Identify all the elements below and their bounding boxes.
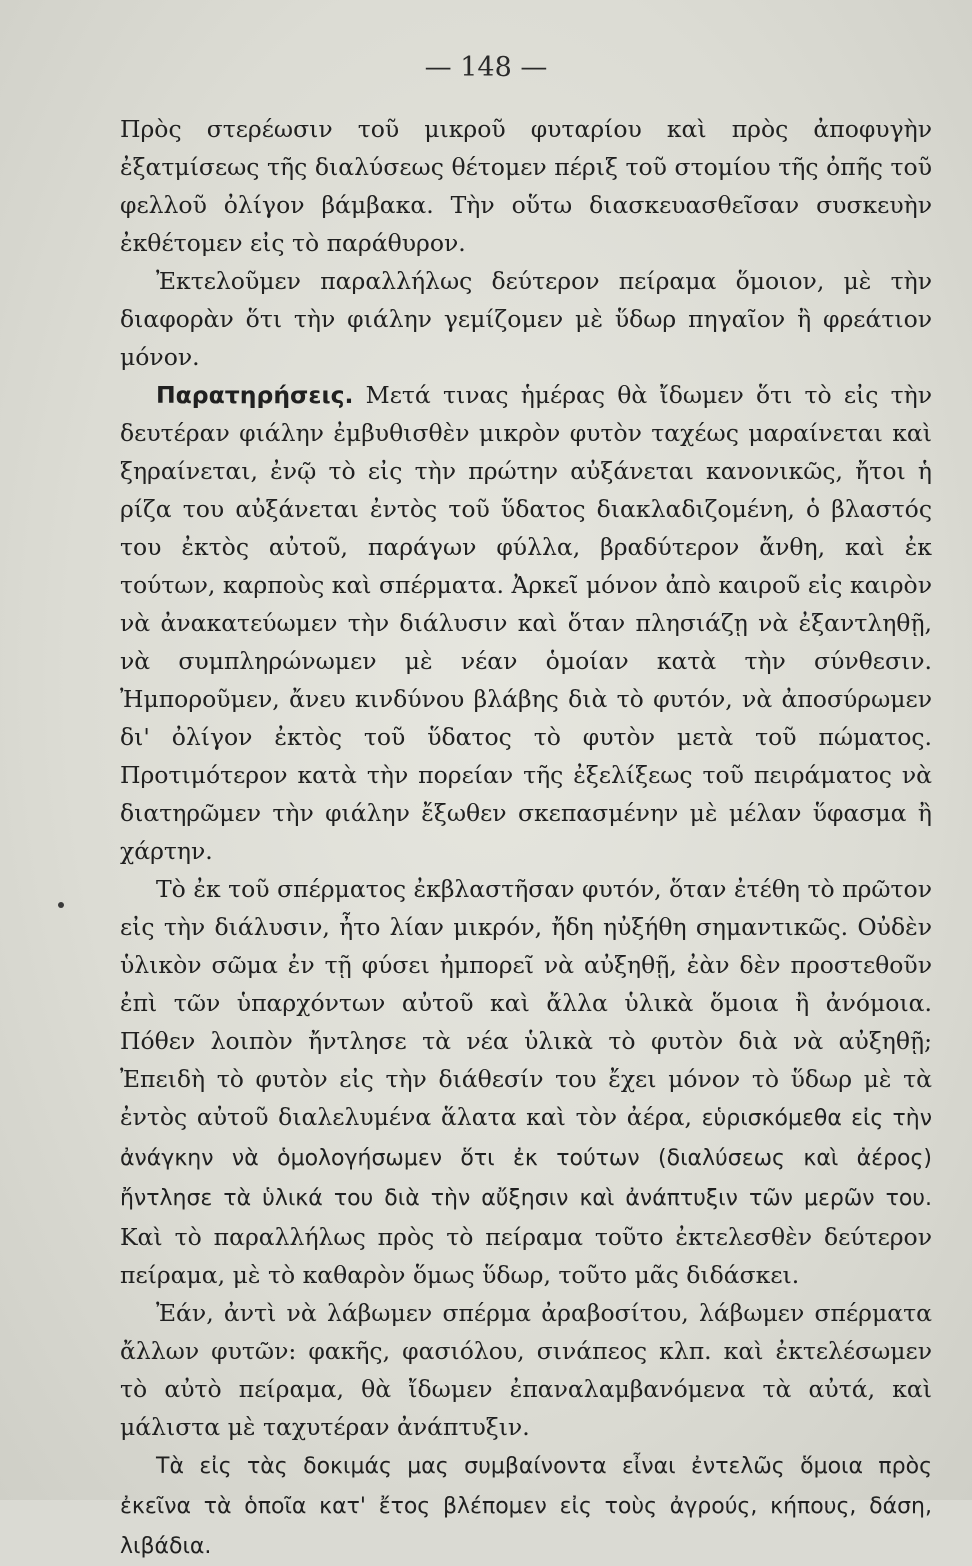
margin-ink-dot: [58, 902, 64, 908]
paragraph-4: [120, 870, 932, 1294]
paragraph-2: [120, 262, 932, 376]
paragraph-1-text: Πρὸς στερέωσιν τοῦ μικροῦ φυταρίου καὶ πρὸς ἀποφυγὴν ἐξατμίσεως τῆς διαλύσεως θέτομεν πέριξ τοῦ στομίου τῆς ὀπῆς τοῦ φελλοῦ ὀλίγον βάμβακα. Τὴν οὕτω διασκευασθεῖσαν συσκευὴν ἐκθέτομεν εἰς τὸ παράθυρον.: [120, 115, 932, 257]
paragraph-5-text: Ἐάν, ἀντὶ νὰ λάβωμεν σπέρμα ἀραβοσίτου, λάβωμεν σπέρματα ἄλλων φυτῶν: φακῆς, φασιόλου, σινάπεος κλπ. καὶ ἐκτελέσωμεν τὸ αὐτὸ πείραμα, θὰ ἴδωμεν ἐπαναλαμβανόμενα τὰ αὐτά, καὶ μάλιστα μὲ ταχυτέραν ἀνάπτυξιν.: [120, 1299, 932, 1441]
paragraph-1: [120, 110, 932, 262]
paragraph-6: [120, 1446, 932, 1566]
paragraph-6-sans-text: Τὰ εἰς τὰς δοκιμάς μας συμβαίνοντα εἶναι ἐντελῶς ὅμοια πρὸς ἐκεῖνα τὰ ὁποῖα κατ' ἔτος βλέπομεν εἰς τοὺς ἀγρούς, κήπους, δάση, λιβάδια.: [120, 1454, 932, 1559]
paragraph-2-text: Ἐκτελοῦμεν παραλλήλως δεύτερον πείραμα ὅμοιον, μὲ τὴν διαφορὰν ὅτι τὴν φιάλην γεμίζομεν μὲ ὕδωρ πηγαῖον ἢ φρεάτιον μόνον.: [120, 267, 932, 371]
page-number: — 148 —: [424, 52, 548, 83]
paragraph-3-text: Μετά τινας ἡμέρας θὰ ἴδωμεν ὅτι τὸ εἰς τὴν δευτέραν φιάλην ἐμβυθισθὲν μικρὸν φυτὸν ταχέως μαραίνεται καὶ ξηραίνεται, ἐνῷ τὸ εἰς τὴν πρώτην αὐξάνεται κανονικῶς, ἤτοι ἡ ρίζα του αὐξάνεται ἐντὸς τοῦ ὕδατος διακλαδιζομένη, ὁ βλαστός του ἐκτὸς αὐτοῦ, παράγων φύλλα, βραδύτερον ἄνθη, καὶ ἐκ τούτων, καρποὺς καὶ σπέρματα. Ἀρκεῖ μόνον ἀπὸ καιροῦ εἰς καιρὸν νὰ ἀνακατεύωμεν τὴν διάλυσιν καὶ ὅταν πλησιάζῃ νὰ ἐξαντληθῇ, νὰ συμπληρώνωμεν μὲ νέαν ὁμοίαν κατὰ τὴν σύνθεσιν. Ἠμποροῦμεν, ἄνευ κινδύνου βλάβης διὰ τὸ φυτόν, νὰ ἀποσύρωμεν δι' ὀλίγον ἐκτὸς τοῦ ὕδατος τὸ φυτὸν μετὰ τοῦ πώματος. Προτιμότερον κατὰ τὴν πορείαν τῆς ἐξελίξεως τοῦ πειράματος νὰ διατηρῶμεν τὴν φιάλην ἔξωθεν σκεπασμένην μὲ μέλαν ὕφασμα ἢ χάρτην.: [120, 381, 932, 865]
paragraph-4-sans-text: εὑρισκόμεθα εἰς τὴν ἀνάγκην νὰ ὁμολογήσωμεν ὅτι ἐκ τούτων (διαλύσεως καὶ ἀέρος) ἤντλησε τὰ ὑλικά του διὰ τὴν αὔξησιν καὶ ἀνάπτυξιν τῶν μερῶν του.: [120, 1106, 933, 1211]
paragraph-5: [120, 1294, 932, 1446]
observations-heading: Παρατηρήσεις.: [156, 381, 354, 409]
paragraph-4-text: Τὸ ἐκ τοῦ σπέρματος ἐκβλαστῆσαν φυτόν, ὅταν ἐτέθη τὸ πρῶτον εἰς τὴν διάλυσιν, ἦτο λίαν μικρόν, ἤδη ηὐξήθη σημαντικῶς. Οὐδὲν ὑλικὸν σῶμα ἐν τῇ φύσει ἠμπορεῖ νὰ αὐξηθῇ, ἐὰν δὲν προστεθοῦν ἐπὶ τῶν ὑπαρχόντων αὐτοῦ καὶ ἄλλα ὑλικὰ ὅμοια ἢ ἀνόμοια. Πόθεν λοιπὸν ἤντλησε τὰ νέα ὑλικὰ τὸ φυτὸν διὰ νὰ αὐξηθῇ; Ἐπειδὴ τὸ φυτὸν εἰς τὴν διάθεσίν του ἔχει μόνον τὸ ὕδωρ μὲ τὰ ἐντὸς αὐτοῦ διαλελυμένα ἅλατα καὶ τὸν ἀέρα,: [120, 875, 932, 1131]
paragraph-4-text-after: Καὶ τὸ παραλλήλως πρὸς τὸ πείραμα τοῦτο ἐκτελεσθὲν δεύτερον πείραμα, μὲ τὸ καθαρὸν ὅμως ὕδωρ, τοῦτο μᾶς διδάσκει.: [120, 1223, 932, 1289]
paragraph-observations: [120, 376, 932, 870]
page-body: [120, 110, 932, 1566]
